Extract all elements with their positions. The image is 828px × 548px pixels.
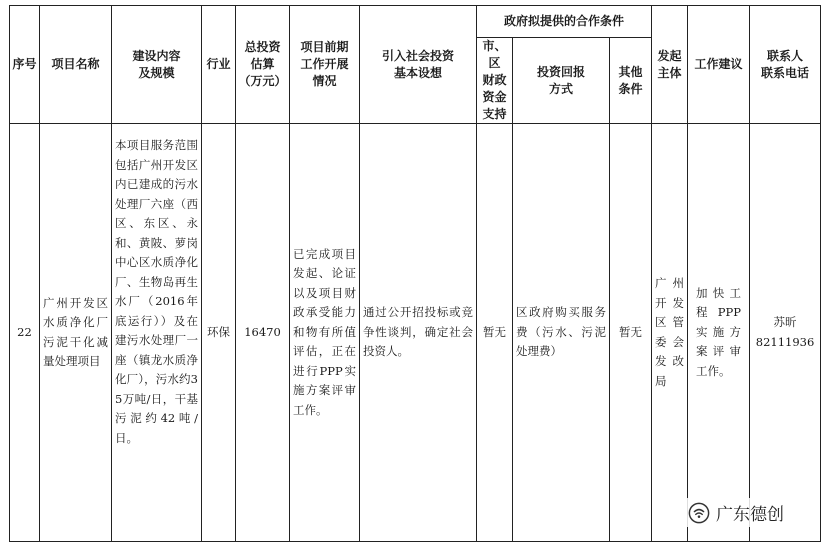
cell-content: 本项目服务范围包括广州开发区内已建成的污水处理厂六座（西区、东区、永和、黄陂、萝岗中心区水质净化厂、生物岛再生水厂（2016年底运行））及在建污水处理厂一座（镇龙水质净化厂），污水约35万吨/日，干基污泥约42吨/日。: [112, 124, 202, 542]
cell-return-mode: 区政府购买服务费（污水、污泥处理费）: [513, 124, 610, 542]
cell-investment: 16470: [236, 124, 290, 542]
cell-name: 广州开发区水质净化厂污泥干化减量处理项目: [40, 124, 112, 542]
watermark: [684, 498, 788, 527]
cell-other-conditions: 暂无: [610, 124, 652, 542]
header-industry: 行业: [202, 6, 236, 124]
wechat-official-account-icon: [688, 502, 710, 524]
header-suggestion: 工作建议: [688, 6, 750, 124]
contact-name: 苏昕: [773, 315, 797, 329]
project-table: [9, 5, 821, 542]
header-return-mode: 投资回报 方式: [513, 38, 610, 124]
cell-fund-support: 暂无: [477, 124, 513, 542]
contact-phone: 82111936: [755, 334, 815, 349]
cell-industry: 环保: [202, 124, 236, 542]
header-contact: 联系人 联系电话: [750, 6, 821, 124]
table-row: [10, 124, 821, 542]
header-social-capital: 引入社会投资 基本设想: [360, 6, 477, 124]
header-prework: 项目前期 工作开展 情况: [290, 6, 360, 124]
header-name: 项目名称: [40, 6, 112, 124]
header-investment: 总投资 估算 （万元）: [236, 6, 290, 124]
cell-contact: [750, 124, 821, 542]
cell-initiator: 广州开发区管委会发改局: [652, 124, 688, 542]
header-gov-conditions: 政府拟提供的合作条件: [477, 6, 652, 38]
header-initiator: 发起 主体: [652, 6, 688, 124]
cell-seq: 22: [10, 124, 40, 542]
cell-social-capital: 通过公开招投标或竞争性谈判，确定社会投资人。: [360, 124, 477, 542]
header-content: 建设内容 及规模: [112, 6, 202, 124]
header-fund-support: 市、区 财政 资金 支持: [477, 38, 513, 124]
header-seq: 序号: [10, 6, 40, 124]
cell-suggestion: 加快工程PPP实施方案评审工作。: [688, 124, 750, 542]
cell-prework: 已完成项目发起、论证以及项目财政承受能力和物有所值评估，正在进行PPP实施方案评审工作。: [290, 124, 360, 542]
header-other-conditions: 其他 条件: [610, 38, 652, 124]
watermark-text: 广东德创: [716, 505, 784, 525]
